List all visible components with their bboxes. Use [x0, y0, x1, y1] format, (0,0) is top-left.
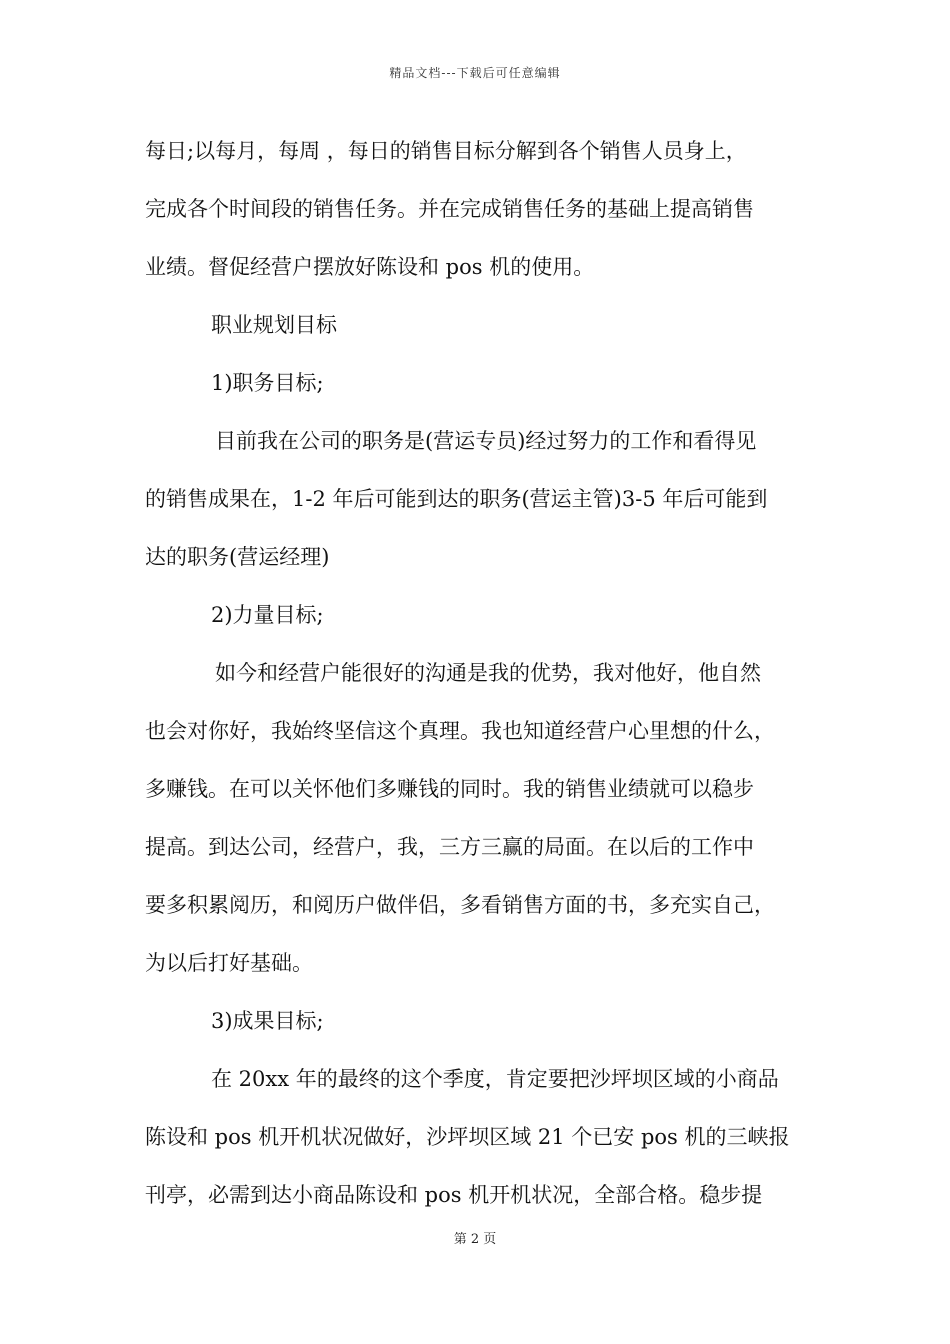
text-line: 完成各个时间段的销售任务。并在完成销售任务的基础上提高销售 — [145, 197, 754, 221]
page-header: 精品文档---下载后可任意编辑 — [389, 66, 561, 80]
text-line: 刊亭，必需到达小商品陈设和 pos 机开机状况，全部合格。稳步提 — [145, 1183, 763, 1207]
text-line: 每日;以每月，每周 ，每日的销售目标分解到各个销售人员身上， — [145, 139, 747, 163]
text-line: 在 20xx 年的最终的这个季度，肯定要把沙坪坝区域的小商品 — [211, 1067, 779, 1091]
text-line: 要多积累阅历，和阅历户做伴侣，多看销售方面的书，多充实自己， — [145, 893, 775, 917]
section-heading: 职业规划目标 — [211, 313, 337, 337]
subheading: 3)成果目标; — [211, 1009, 324, 1033]
text-line: 多赚钱。在可以关怀他们多赚钱的同时。我的销售业绩就可以稳步 — [145, 777, 754, 801]
text-line: 达的职务(营运经理) — [145, 545, 330, 569]
text-line: 的销售成果在，1-2 年后可能到达的职务(营运主管)3-5 年后可能到 — [145, 487, 768, 511]
subheading: 2)力量目标; — [211, 603, 324, 627]
text-line: 也会对你好，我始终坚信这个真理。我也知道经营户心里想的什么， — [145, 719, 775, 743]
text-line: 提高。到达公司，经营户，我，三方三赢的局面。在以后的工作中 — [145, 835, 754, 859]
text-line: 业绩。督促经营户摆放好陈设和 pos 机的使用。 — [145, 255, 595, 279]
text-line: 陈设和 pos 机开机状况做好，沙坪坝区域 21 个已安 pos 机的三峡报 — [145, 1125, 790, 1149]
text-line: 如今和经营户能很好的沟通是我的优势，我对他好，他自然 — [215, 661, 761, 685]
text-line: 目前我在公司的职务是(营运专员)经过努力的工作和看得见 — [215, 429, 757, 453]
text-line: 为以后打好基础。 — [145, 951, 313, 975]
subheading: 1)职务目标; — [211, 371, 324, 395]
page-number: 第 2 页 — [453, 1232, 497, 1247]
document-body — [145, 128, 825, 1230]
